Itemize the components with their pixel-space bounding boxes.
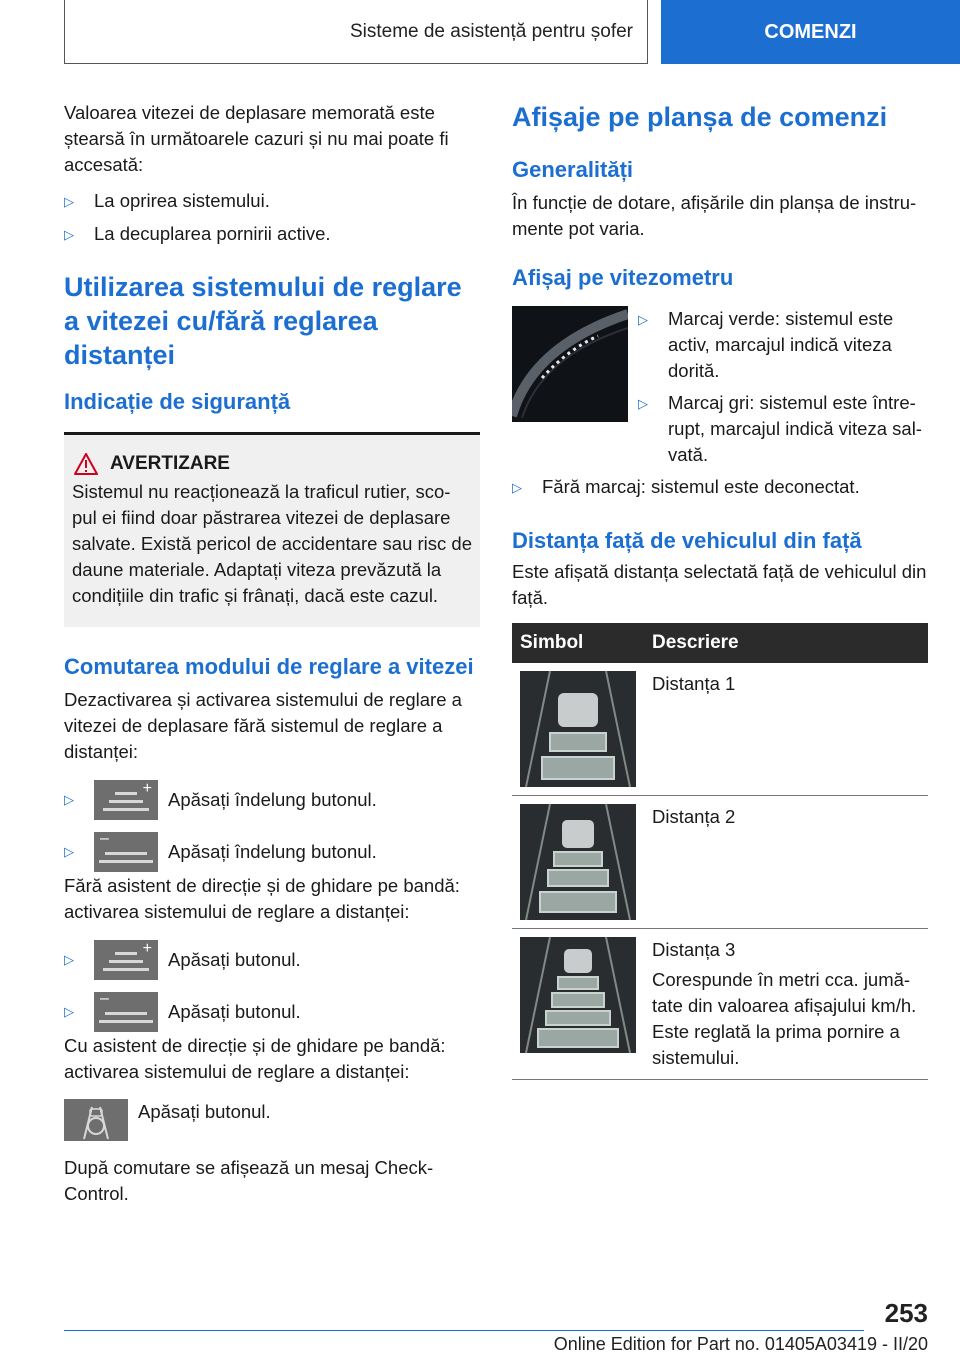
button-instruction: Apăsați butonul.: [138, 1101, 271, 1122]
warning-text: Sistemul nu reacționează la traficul rutier, sco-pul ei fiind doar păstrarea vitezei de deplasare salvate. Există pericol de accidentare sau risc de daune materiale. Adaptați viteza prevăzută la condițiile din trafic și frânați, dacă este cazul.: [72, 481, 473, 606]
left-column: [64, 100, 480, 1207]
triangle-bullet-icon: ▷: [64, 227, 74, 242]
right-column: [512, 100, 928, 1080]
speedometer-block: [512, 306, 928, 468]
bullet-item: [64, 991, 480, 1033]
safety-heading: Indicație de siguranță: [64, 389, 291, 414]
distance-minus-button-icon: –: [94, 832, 158, 872]
bullet-item: ▷ Marcaj gri: sistemul este între-rupt, marcajul indică viteza sal-vată.: [638, 390, 928, 468]
distance-description: Distanța 2: [644, 796, 928, 929]
triangle-bullet-icon: ▷: [64, 194, 74, 209]
distance-description: Distanța 3 Corespunde în metri cca. jumă-tate din valoarea afișajului km/h. Este reglată la prima pornire a sistemului.: [644, 929, 928, 1080]
distance-description: Distanța 1: [644, 663, 928, 796]
section-heading: Utilizarea sistemului de reglare a vitezei cu/fără reglarea distanței: [64, 272, 462, 370]
triangle-bullet-icon: ▷: [64, 792, 74, 807]
header-chapter-tab[interactable]: COMENZI: [661, 0, 960, 64]
speedometer-heading: Afișaj pe vitezometru: [512, 265, 734, 290]
warning-box: [64, 432, 480, 627]
warning-triangle-icon: [74, 453, 98, 475]
distance-1-image: [520, 671, 636, 787]
distance-minus-button-icon: –: [94, 992, 158, 1032]
bullet-item: [64, 939, 480, 981]
after-switch-paragraph: După comutare se afișează un mesaj Check-Control.: [64, 1157, 434, 1204]
button-instruction: Apăsați îndelung butonul.: [168, 789, 377, 810]
bullet-item: ▷ Marcaj verde: sistemul este activ, marcajul indică viteza dorită.: [638, 306, 928, 384]
triangle-bullet-icon: ▷: [64, 1004, 74, 1019]
distance-plus-button-icon: +: [94, 780, 158, 820]
triangle-bullet-icon: ▷: [512, 480, 522, 495]
deactivate-paragraph: Dezactivarea și activarea sistemului de reglare a vitezei de deplasare fără sistemul de reglare a distanței:: [64, 689, 462, 762]
distance-heading: Distanța față de vehiculul din față: [512, 528, 862, 553]
header-section-title: Sisteme de asistență pentru șofer: [64, 0, 648, 64]
footer-edition: Online Edition for Part no. 01405A03419 - II/20: [553, 1334, 928, 1354]
button-instruction: Apăsați butonul.: [168, 1001, 301, 1022]
table-row: [512, 663, 928, 796]
triangle-bullet-icon: ▷: [638, 396, 648, 411]
bullet-item: [64, 831, 480, 873]
triangle-bullet-icon: ▷: [64, 844, 74, 859]
bullet-item: ▷ La decuplarea pornirii active.: [64, 221, 480, 248]
table-row: [512, 929, 928, 1080]
bullet-item: ▷ Fără marcaj: sistemul este deconectat.: [512, 474, 928, 501]
triangle-bullet-icon: ▷: [638, 312, 648, 327]
steering-assist-button-icon: [64, 1099, 128, 1141]
distance-plus-button-icon: +: [94, 940, 158, 980]
speedometer-image: [512, 306, 628, 422]
column-header: Descriere: [644, 623, 928, 663]
warning-title: AVERTIZARE: [72, 453, 472, 475]
table-row: [512, 796, 928, 929]
distance-3-image: [520, 937, 636, 1053]
bullet-item: ▷ La oprirea sistemului.: [64, 188, 480, 215]
no-assist-paragraph: Fără asistent de direcție și de ghidare pe bandă: activarea sistemului de reglare a distanței:: [64, 875, 460, 922]
button-instruction: Apăsați îndelung butonul.: [168, 841, 377, 862]
intro-paragraph: Valoarea vitezei de deplasare memorată este ștearsă în următoarele cazuri și nu mai poate fi accesată:: [64, 102, 449, 175]
with-assist-paragraph: Cu asistent de direcție și de ghidare pe bandă: activarea sistemului de reglare a distanței:: [64, 1035, 446, 1082]
switch-mode-heading: Comutarea modului de reglare a vitezei: [64, 654, 474, 679]
distance-2-image: [520, 804, 636, 920]
general-heading: Generalități: [512, 157, 634, 182]
triangle-bullet-icon: ▷: [64, 952, 74, 967]
table-header-row: [512, 623, 928, 663]
footer-divider: [64, 1330, 864, 1331]
distance-paragraph: Este afișată distanța selectată față de vehiculul din față.: [512, 561, 927, 608]
bullet-item: [64, 779, 480, 821]
button-instruction: Apăsați butonul.: [168, 949, 301, 970]
column-header: Simbol: [512, 623, 644, 663]
page-number: 253: [884, 1298, 928, 1328]
distance-table: [512, 623, 928, 1080]
general-paragraph: În funcție de dotare, afișările din planșa de instru-mente pot varia.: [512, 192, 917, 239]
display-heading: Afișaje pe planșa de comenzi: [512, 102, 888, 132]
assist-button-row: [64, 1099, 480, 1141]
